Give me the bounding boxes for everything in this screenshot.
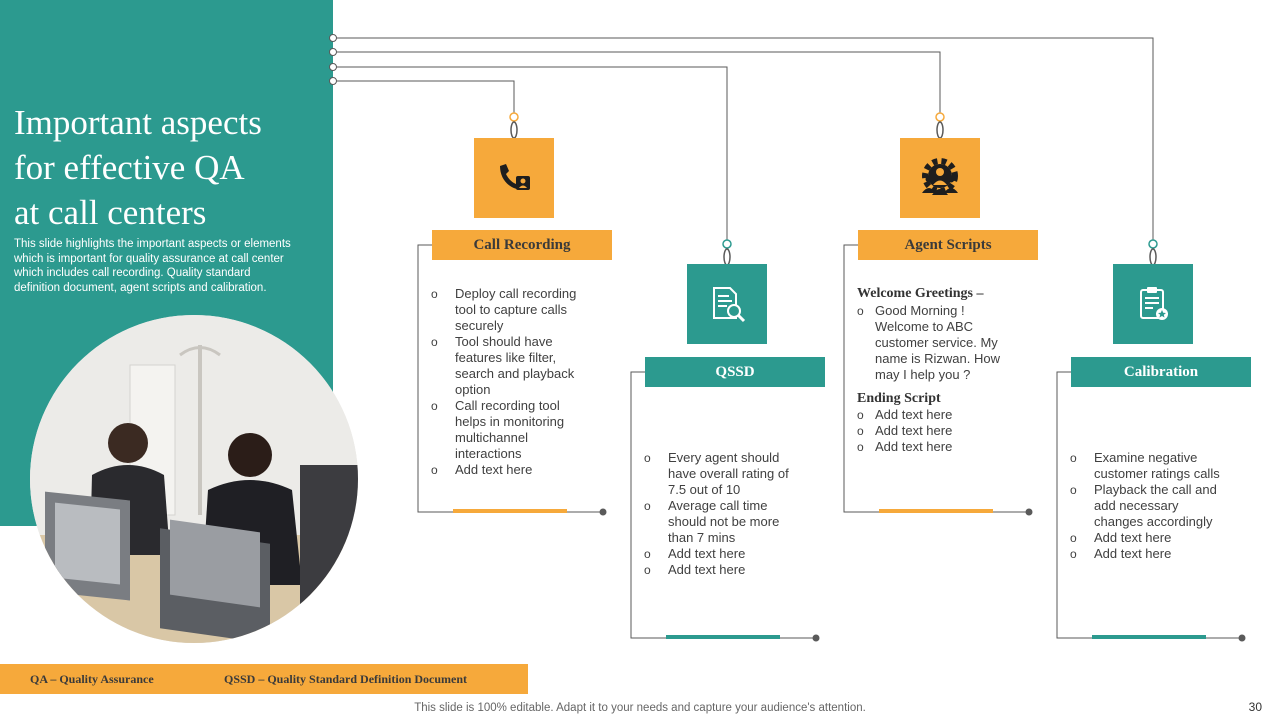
ending-script-heading: Ending Script — [857, 391, 941, 406]
abbreviation-legend — [0, 664, 528, 694]
footer-note: This slide is 100% editable. Adapt it to your needs and capture your audience's attention. — [414, 702, 866, 714]
slide-title: Important aspects for effective QA at call centers — [14, 103, 262, 232]
qa-definition: QA – Quality Assurance — [30, 672, 154, 686]
list-item: o Every agent should have overall rating of 7.5 out of 10 — [644, 450, 804, 498]
page-number: 30 — [1248, 700, 1262, 714]
call-recording-icon-box — [474, 138, 554, 218]
calibration-body — [1070, 450, 1230, 562]
qssd-header: QSSD — [645, 357, 825, 387]
list-item: o Add text here — [857, 423, 1017, 439]
list-item: o Add text here — [431, 462, 591, 478]
call-recording-header: Call Recording — [432, 230, 612, 260]
list-item: o Add text here — [644, 546, 804, 562]
qssd-definition: QSSD – Quality Standard Definition Document — [224, 672, 468, 686]
qssd-icon-box — [687, 264, 767, 344]
list-item: o Deploy call recording tool to capture calls securely — [431, 286, 591, 334]
list-item: o Add text here — [1070, 530, 1230, 546]
agent-scripts-header: Agent Scripts — [858, 230, 1038, 260]
slide-description: This slide highlights the important aspects or elements which is important for quality assurance at call center which includes call recording. Quality standard definition document, agent scripts and calibration. — [14, 238, 291, 294]
agent-scripts-icon-box — [900, 138, 980, 218]
list-item: o Add text here — [1070, 546, 1230, 562]
team-gear-icon — [919, 157, 961, 199]
list-item: o Call recording tool helps in monitoring multichannel interactions — [431, 398, 591, 462]
list-item: o Add text here — [644, 562, 804, 578]
agent-scripts-body — [857, 286, 1017, 455]
list-item: o Add text here — [857, 439, 1017, 455]
calibration-icon-box — [1113, 264, 1193, 344]
list-item: o Playback the call and add necessary changes accordingly — [1070, 482, 1230, 530]
calibration-header: Calibration — [1071, 357, 1251, 387]
list-item: o Examine negative customer ratings calls — [1070, 450, 1230, 482]
list-item: o Tool should have features like filter, search and playback option — [431, 334, 591, 398]
call-recording-body — [431, 286, 591, 478]
clipboard-star-icon — [1133, 284, 1173, 324]
qssd-body — [644, 450, 804, 578]
welcome-greetings-heading: Welcome Greetings – — [857, 286, 984, 301]
document-search-icon — [707, 284, 747, 324]
phone-recording-icon — [494, 158, 534, 198]
list-item: o Add text here — [857, 407, 1017, 423]
list-item: o Good Morning ! Welcome to ABC customer service. My name is Rizwan. How may I help you ? — [857, 303, 1017, 383]
list-item: o Average call time should not be more than 7 mins — [644, 498, 804, 546]
